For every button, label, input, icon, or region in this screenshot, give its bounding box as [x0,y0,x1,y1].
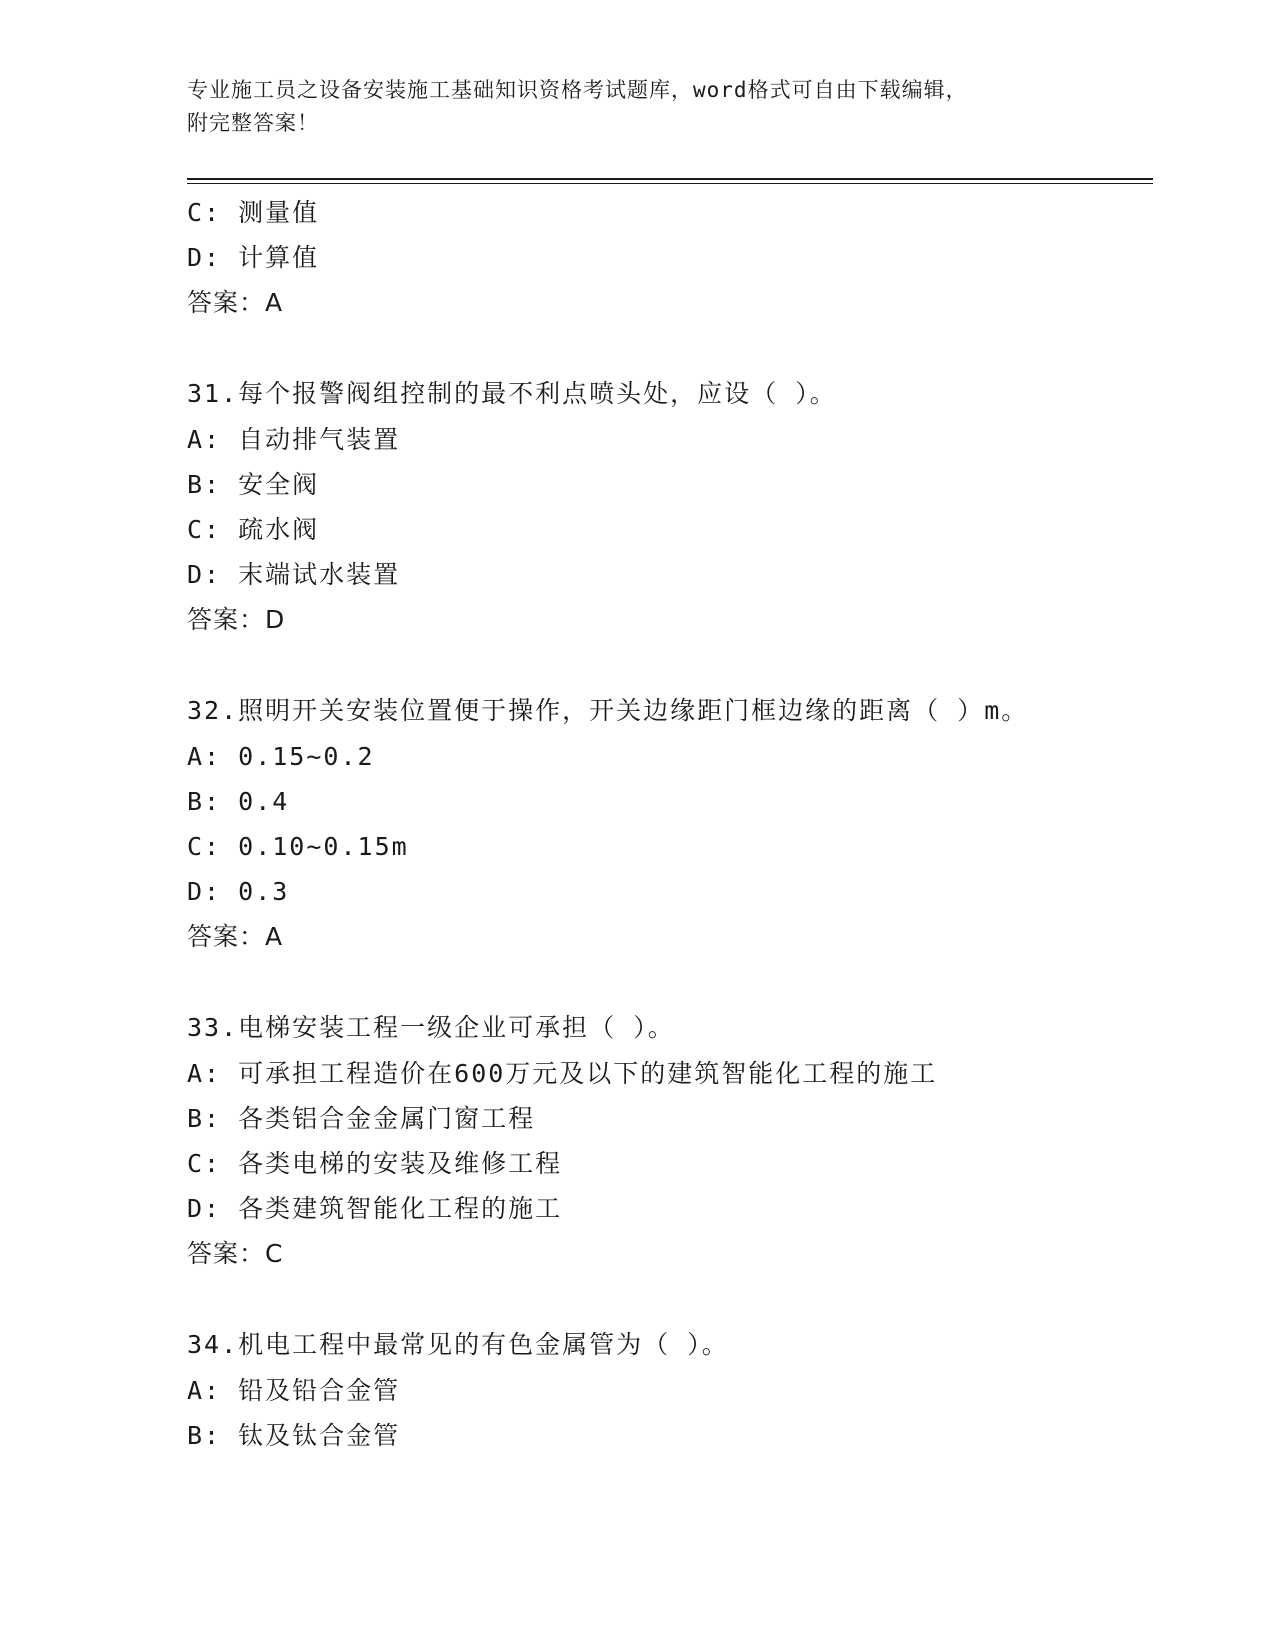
question-31 [187,371,1153,643]
spacer [187,1277,1153,1322]
question-33 [187,1005,1153,1277]
question-fragment [187,190,1153,326]
option-d: D: 0.3 [187,877,290,906]
option-b: B: 0.4 [187,787,290,816]
spacer [187,643,1153,688]
option-a: A: 0.15~0.2 [187,742,375,771]
answer-line: 答案：A [187,288,284,317]
header-divider-thin [187,183,1153,184]
option-a: A: 自动排气装置 [187,425,401,454]
spacer [187,326,1153,371]
question-text: 32.照明开关安装位置便于操作，开关边缘距门框边缘的距离（ ）m。 [187,696,1029,725]
question-text: 31.每个报警阀组控制的最不利点喷头处，应设（ ）。 [187,379,837,408]
option-d: D: 各类建筑智能化工程的施工 [187,1194,563,1223]
option-c: C: 测量值 [187,198,320,227]
option-a: A: 可承担工程造价在600万元及以下的建筑智能化工程的施工 [187,1059,938,1088]
option-b: B: 安全阀 [187,470,320,499]
option-c: C: 0.10~0.15m [187,832,409,861]
answer-line: 答案：A [187,922,284,951]
question-list [187,190,1153,1458]
header-line-1: 专业施工员之设备安装施工基础知识资格考试题库，word格式可自由下载编辑， [187,78,968,102]
option-b: B: 钛及钛合金管 [187,1421,401,1450]
header-line-2: 附完整答案！ [187,111,319,135]
question-32 [187,688,1153,960]
question-text: 33.电梯安装工程一级企业可承担（ ）。 [187,1013,675,1042]
option-d: D: 计算值 [187,243,320,272]
option-c: C: 疏水阀 [187,515,320,544]
answer-line: 答案：D [187,605,286,634]
document-header [187,74,1087,140]
option-d: D: 末端试水装置 [187,560,401,589]
option-a: A: 铅及铅合金管 [187,1376,401,1405]
question-text: 34.机电工程中最常见的有色金属管为（ ）。 [187,1330,729,1359]
answer-line: 答案：C [187,1239,284,1268]
option-c: C: 各类电梯的安装及维修工程 [187,1149,563,1178]
header-divider-thick [187,178,1153,180]
option-b: B: 各类铝合金金属门窗工程 [187,1104,536,1133]
question-34 [187,1322,1153,1458]
spacer [187,960,1153,1005]
